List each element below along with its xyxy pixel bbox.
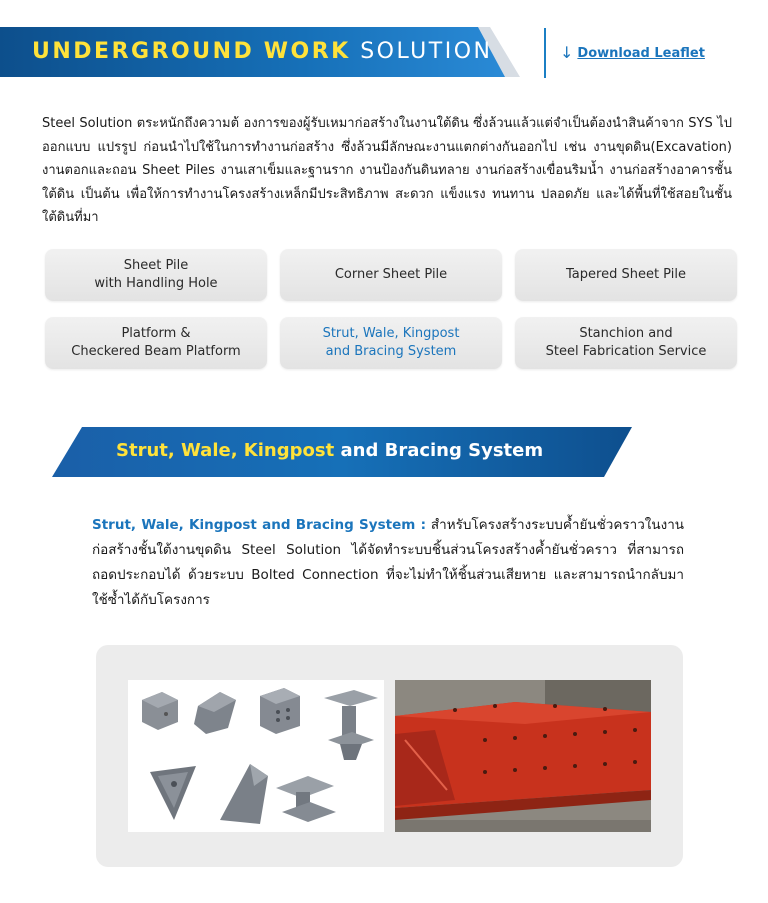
- product-label-line2: and Bracing System: [325, 344, 457, 359]
- product-button-corner-sheet-pile[interactable]: [280, 249, 502, 301]
- description-lead: Strut, Wale, Kingpost and Bracing System :: [92, 517, 426, 533]
- intro-paragraph: Steel Solution ตระหนักถึงความต้ องการของผู้รับเหมาก่อสร้างในงานใต้ดิน ซึ่งล้วนแล้วแต่จำเป็นต้องนำสินค้าจาก SYS ไปออกแบบ แปรรูป ก่อนนำไปใช้ในการทำงานก่อสร้าง ซึ่งล้วนมีลักษณะงานแตกต่างกันออกไป เช่น งานขุดดิน(Excavation) งานตอกและถอน Sheet Piles งานเสาเข็มและฐานราก งานป้องกันดินทลาย งานก่อสร้างเขื่อนริมน้ำ งานก่อสร้างอาคารชั้นใต้ดิน เป็นต้น เพื่อให้การทำงานโครงสร้างเหล็กมีประสิทธิภาพ สะดวก แข็งแรง ทนทาน ปลอดภัย และได้พื้นที่ใช้สอยในชั้นใต้ดินที่มา: [42, 116, 732, 225]
- product-label-line2: Checkered Beam Platform: [71, 344, 241, 359]
- section-title-rest: and Bracing System: [340, 440, 544, 461]
- header-divider: [544, 28, 546, 78]
- download-arrow-icon: ↓: [560, 43, 574, 62]
- download-leaflet-label: Download Leaflet: [577, 45, 705, 61]
- product-label-line1: Tapered Sheet Pile: [566, 267, 686, 282]
- product-label-line1: Sheet Pile: [123, 258, 189, 273]
- product-label-line1: Strut, Wale, Kingpost: [322, 326, 460, 341]
- title-word-solution: SOLUTION: [360, 39, 493, 64]
- product-button-tapered-sheet-pile[interactable]: [515, 249, 737, 301]
- description-body: สำหรับโครงสร้างระบบค้ำยันชั่วคราวในงานก่อสร้างชั้นใต้งานขุดดิน Steel Solution ได้จัดทำระบบชิ้นส่วนโครงสร้างค้ำยันชั่วคราว ที่สามารถถอดประกอบได้ ด้วยระบบ Bolted Connection ที่จะไม่ทำให้ชิ้นส่วนเสียหาย และสามารถนำกลับมาใช้ซ้ำได้กับโครงการ: [92, 517, 684, 608]
- product-button-grid: [45, 249, 737, 369]
- bracing-parts-image: [128, 680, 384, 832]
- product-button-platform[interactable]: [45, 317, 267, 369]
- product-label-line1: Platform &: [121, 326, 191, 341]
- section-title-highlight: Strut, Wale, Kingpost: [116, 440, 335, 461]
- section-description: [92, 513, 684, 613]
- product-label-line2: with Handling Hole: [94, 276, 218, 291]
- section-banner: [52, 427, 632, 477]
- title-word-underground: UNDERGROUND: [32, 39, 255, 64]
- section-title: [116, 440, 543, 461]
- red-steel-beam-image: [395, 680, 651, 832]
- page-title: [32, 39, 492, 64]
- product-label-line1: Corner Sheet Pile: [334, 267, 448, 282]
- header-banner: [0, 27, 520, 77]
- product-button-stanchion[interactable]: [515, 317, 737, 369]
- product-label-line2: Steel Fabrication Service: [545, 344, 707, 359]
- title-word-work: WORK: [263, 39, 351, 64]
- download-leaflet-link[interactable]: [560, 45, 705, 61]
- product-button-sheet-pile-handling-hole[interactable]: [45, 249, 267, 301]
- product-button-strut-wale-kingpost[interactable]: [280, 317, 502, 369]
- product-label-line1: Stanchion and: [579, 326, 673, 341]
